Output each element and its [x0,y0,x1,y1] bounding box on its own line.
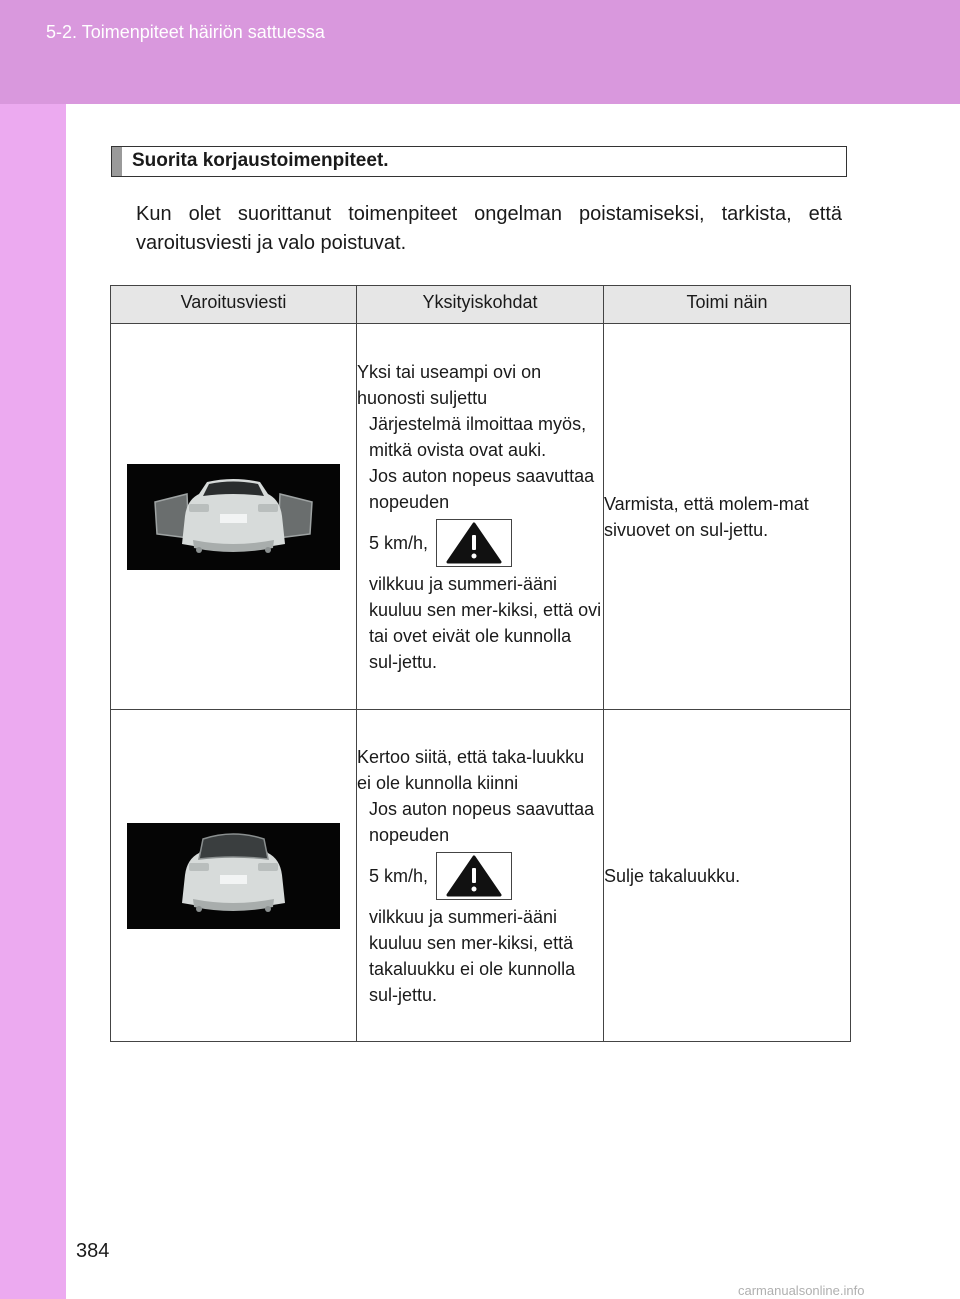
detail-line: Jos auton nopeus saavuttaa nopeuden [369,798,595,845]
table-row [111,710,851,1042]
page-number: 384 [76,1240,110,1262]
header-band [0,0,960,104]
action-cell [604,324,851,710]
speed-line [357,519,603,567]
section-heading-title: Suorita korjaustoimenpiteet. [132,150,389,171]
warning-image-cell [111,710,357,1042]
detail-line: Järjestelmä ilmoittaa myös, mitkä ovista ovat auki. [369,413,587,460]
speed-value: 5 km/h, [369,865,429,886]
side-band [0,104,66,1299]
detail-after: vilkkuu ja summeri-ääni kuuluu sen mer-kiksi, että ovi tai ovet eivät ole kunnolla sul-jettu. [369,573,602,672]
speed-line [357,852,603,900]
action-cell [604,710,851,1042]
col-header-message: Varoitusviesti [111,286,357,324]
detail-title: Yksi tai useampi ovi on huonosti suljettu [357,361,542,408]
detail-title: Kertoo siitä, että taka-luukku ei ole kunnolla kiinni [357,746,585,793]
warning-triangle-icon [436,519,512,567]
section-breadcrumb: 5-2. Toimenpiteet häiriön sattuessa [46,22,325,42]
detail-after: vilkkuu ja summeri-ääni kuuluu sen mer-kiksi, että takaluukku ei ole kunnolla sul-jettu. [369,906,576,1005]
heading-marker [112,147,122,176]
table-header-row [111,286,851,324]
table-row [111,324,851,710]
speed-value: 5 km/h, [369,532,429,553]
details-cell [357,710,604,1042]
col-header-action: Toimi näin [604,286,851,324]
footer-watermark: carmanualsonline.info [738,1283,865,1298]
detail-line: Jos auton nopeus saavuttaa nopeuden [369,465,595,512]
action-text: Varmista, että molem-mat sivuovet on sul-jettu. [604,493,809,540]
details-cell [357,324,604,710]
car-trunk-open-icon [127,823,340,929]
warning-triangle-icon [436,852,512,900]
section-heading [111,146,847,177]
action-text: Sulje takaluukku. [604,865,741,886]
warning-image-cell [111,324,357,710]
col-header-details: Yksityiskohdat [357,286,604,324]
intro-paragraph: Kun olet suorittanut toimenpiteet ongelman poistamiseksi, tarkista, että varoitusviesti ja valo poistuvat. [136,203,842,254]
car-doors-open-icon [127,464,340,570]
warning-table [110,285,851,1042]
